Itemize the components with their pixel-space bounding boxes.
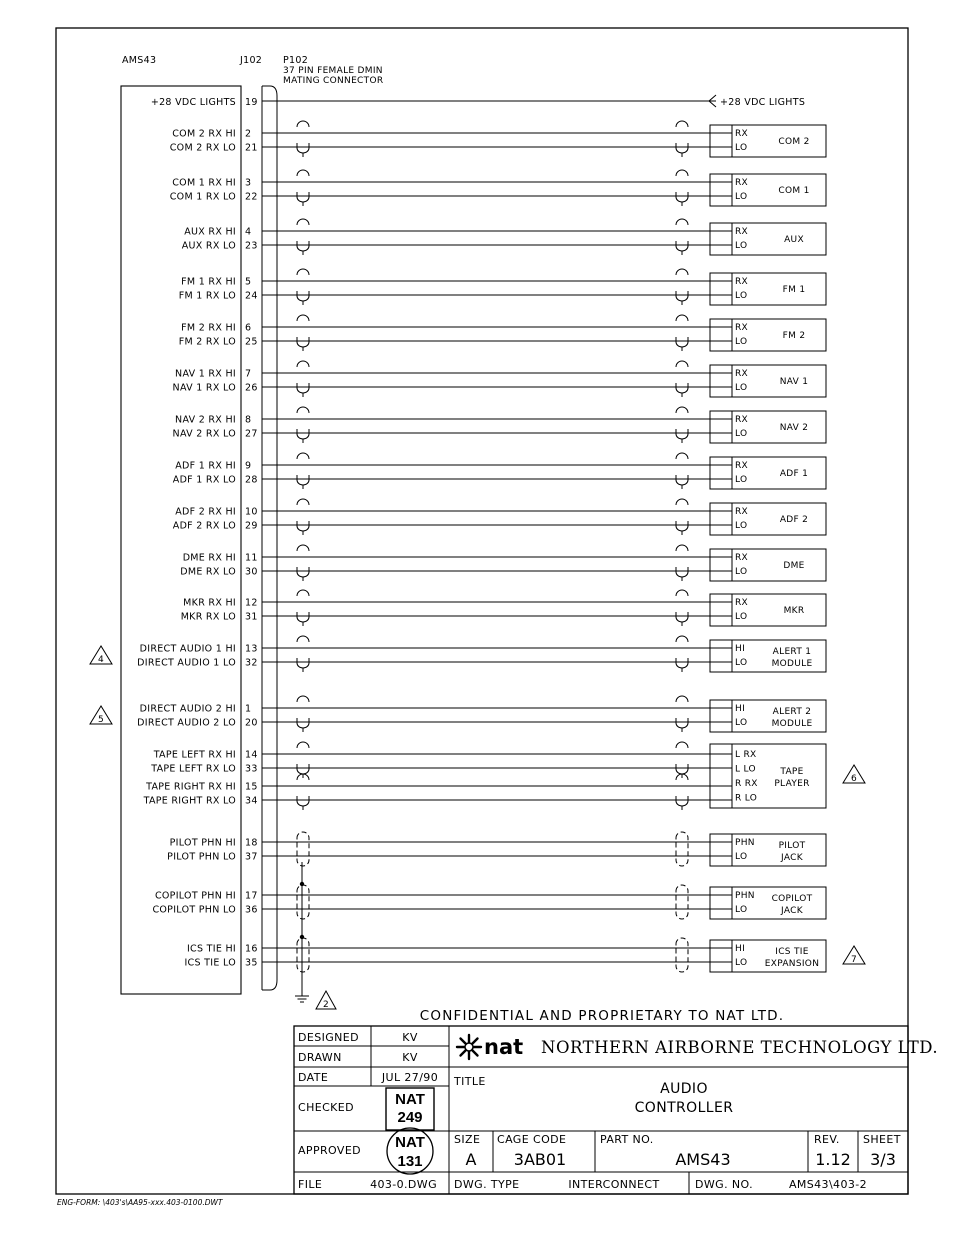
device-box [710,594,826,626]
shield-bottom-arc [676,337,688,347]
plug-name: P102 [283,55,309,66]
shield-top-arc [676,361,688,367]
drawing-title-line-2: CONTROLLER [634,1100,734,1116]
shield-top-arc [676,407,688,413]
signal-hi-label: DIRECT AUDIO 2 HI [139,703,236,715]
tape-signal-label: TAPE LEFT RX HI [153,749,236,761]
signal-pair [173,453,826,489]
shield-bottom-arc [676,718,688,728]
pin-lo-number: 21 [245,142,258,154]
phone-pair [167,832,826,866]
device-box [710,273,826,305]
device-name: NAV 2 [779,423,809,433]
shield-cylinder [297,938,309,972]
shield-top-arc [297,636,309,642]
pin-lo-number: 35 [245,957,258,969]
pin-hi-number: 10 [245,506,258,518]
device-name: ADF 1 [779,469,809,479]
shield-top-arc [676,315,688,321]
signal-hi-label: COM 1 RX HI [172,177,236,189]
shield-top-arc [676,742,688,748]
pin-hi-number: 17 [245,890,258,902]
signal-pair [173,499,826,535]
device-terminal-lo: LO [735,337,748,347]
signal-hi-label: AUX RX HI [184,226,236,238]
designed-label: DESIGNED [298,1031,360,1044]
dwg-no-value: AMS43\403-2 [788,1178,868,1191]
device-terminal-hi: RX [735,553,749,563]
shield-top-arc [297,545,309,551]
note-number: 6 [850,774,858,784]
shield-bottom-arc [676,241,688,251]
shield-bottom-arc [297,567,309,577]
signal-lo-label: ADF 2 RX LO [172,520,236,532]
shield-top-arc [297,453,309,459]
shield-top-arc [297,407,309,413]
device-name: AUX [784,235,804,245]
signal-hi-label: NAV 1 RX HI [175,368,236,380]
device-name: COM 2 [778,137,810,147]
signal-hi-label: NAV 2 RX HI [175,414,236,426]
signal-lo-label: AUX RX LO [181,240,236,252]
shield-cylinder [676,938,688,972]
device-name-line-2: EXPANSION [764,959,820,969]
phone-pair [184,938,865,972]
tape-pin-number: 33 [245,763,258,775]
shield-top-arc [676,269,688,275]
pin-lo-number: 22 [245,191,258,203]
size-label: SIZE [454,1133,481,1146]
device-name: DME [783,561,805,571]
part-no-label: PART NO. [600,1133,654,1146]
shield-top-arc [676,170,688,176]
pin-lo-number: 20 [245,717,258,729]
device-box [710,834,826,866]
eng-form-footer: ENG-FORM: \403's\AA95-xxx.403-0100.DWT [57,1198,223,1207]
signal-lo-label: DME RX LO [180,566,236,578]
pin-lo-number: 25 [245,336,258,348]
cage-code-value: 3AB01 [513,1150,567,1169]
device-terminal-hi: RX [735,415,749,425]
shield-top-arc [676,636,688,642]
shield-top-arc [676,545,688,551]
signal-lo-label: FM 1 RX LO [178,290,236,302]
signal-pair [179,269,826,305]
device-terminal-lo: LO [735,383,748,393]
device-terminal-hi: RX [735,129,749,139]
drawn-label: DRAWN [298,1051,342,1064]
pin-hi-number: 2 [245,128,252,140]
pin-hi-number: 3 [245,177,252,189]
nat-logo-text: nat [484,1035,524,1059]
shield-bottom-arc [676,796,688,806]
signal-lo-label: NAV 2 RX LO [172,428,236,440]
lights-destination: +28 VDC LIGHTS [720,97,806,108]
note-number: 5 [97,715,105,725]
pin-lo-number: 27 [245,428,258,440]
plug-description-1: 37 PIN FEMALE DMIN [283,66,383,76]
device-terminal-hi: RX [735,277,749,287]
date-value: JUL 27/90 [381,1071,439,1084]
phone-hi-label: PILOT PHN HI [169,837,236,849]
shield-bottom-arc [297,192,309,202]
note-2-number: 2 [322,1000,330,1010]
date-label: DATE [298,1071,329,1084]
device-name-line-1: COPILOT [771,894,813,904]
drawing-title-line-1: AUDIO [660,1081,708,1097]
pin-lo-number: 23 [245,240,258,252]
device-box [710,549,826,581]
shield-top-arc [676,121,688,127]
shield-bottom-arc [676,567,688,577]
device-terminal-lo: LO [735,143,748,153]
checked-label: CHECKED [298,1101,355,1114]
device-name-line-1: ALERT 1 [772,647,812,657]
signal-hi-label: MKR RX HI [183,597,236,609]
shield-top-arc [676,590,688,596]
phone-pair [152,885,826,919]
pin-lo-number: 26 [245,382,258,394]
shield-bottom-arc [676,143,688,153]
signal-hi-label: COM 2 RX HI [172,128,236,140]
shield-bottom-arc [676,475,688,485]
note-number: 4 [97,655,105,665]
device-terminal-hi: RX [735,507,749,517]
device-name-line-2: JACK [781,853,803,863]
pin-hi-number: 16 [245,943,258,955]
pin-hi-number: 13 [245,643,258,655]
pin-hi-number: 7 [245,368,252,380]
phone-hi-label: COPILOT PHN HI [154,890,236,902]
device-terminal-hi: RX [735,227,749,237]
device-terminal-lo: LO [735,521,748,531]
shield-bottom-arc [676,612,688,622]
shield-bottom-arc [676,383,688,393]
dwg-no-label: DWG. NO. [695,1178,754,1191]
file-value: 403-0.DWG [370,1178,437,1191]
designed-value: KV [402,1031,418,1044]
ground-symbol [295,968,309,1002]
shield-bottom-arc [297,658,309,668]
pin-lo-number: 37 [245,851,258,863]
device-name: ADF 2 [779,515,809,525]
device-name-line-1: ICS TIE [775,947,809,957]
device-terminal-hi: PHN [735,891,755,901]
shield-top-arc [297,219,309,225]
signal-pair [182,219,826,255]
title-label: TITLE [454,1075,486,1088]
device-terminal-lo: LO [735,475,748,485]
device-terminal-hi: HI [735,944,746,954]
device-terminal-lo: LO [735,658,748,668]
pin-lo-number: 31 [245,611,258,623]
pin-hi-number: 5 [245,276,252,288]
confidential-notice: CONFIDENTIAL AND PROPRIETARY TO NAT LTD. [419,1008,785,1024]
shield-bottom-arc [676,764,688,774]
device-terminal-lo: LO [735,241,748,251]
tape-pin-number: 15 [245,781,258,793]
pin-hi-number: 1 [245,703,252,715]
signal-pair [90,696,826,732]
tape-pin-number: 34 [245,795,258,807]
signal-hi-label: FM 1 RX HI [181,276,236,288]
shield-top-arc [297,590,309,596]
dwg-type-label: DWG. TYPE [454,1178,520,1191]
phone-lo-label: PILOT PHN LO [167,851,236,863]
pin-lo-number: 32 [245,657,258,669]
drawn-value: KV [402,1051,418,1064]
device-terminal-hi: PHN [735,838,755,848]
rev-value: 1.12 [815,1150,851,1169]
pin-lo-number: 24 [245,290,258,302]
signal-hi-label: DIRECT AUDIO 1 HI [139,643,236,655]
mating-connector-outline [262,86,277,990]
device-terminal-hi: RX [735,178,749,188]
phone-lo-label: COPILOT PHN LO [152,904,236,916]
shield-bottom-arc [676,521,688,531]
signal-hi-label: DME RX HI [182,552,236,564]
signal-lo-label: NAV 1 RX LO [172,382,236,394]
shield-top-arc [676,219,688,225]
device-terminal-lo: LO [735,612,748,622]
pin-hi-number: 9 [245,460,252,472]
signal-lo-label: MKR RX LO [180,611,236,623]
shield-top-arc [676,453,688,459]
shield-bottom-arc [297,475,309,485]
plug-description-2: MATING CONNECTOR [283,76,384,86]
pin-hi-number: 6 [245,322,252,334]
shield-top-arc [297,269,309,275]
shield-cylinder [676,885,688,919]
pin-hi-number: 18 [245,837,258,849]
device-name: COM 1 [778,186,810,196]
signal-hi-label: ADF 1 RX HI [175,460,236,472]
device-terminal-lo: LO [735,905,748,915]
shield-bottom-arc [297,143,309,153]
unit-name: AMS43 [122,55,157,66]
device-box [710,223,826,255]
shield-bottom-arc [297,337,309,347]
tape-signal-label: TAPE RIGHT RX HI [146,781,236,793]
sheet-value: 3/3 [870,1150,896,1169]
device-terminal-lo: LO [735,567,748,577]
shield-bottom-arc [676,429,688,439]
phone-lo-label: ICS TIE LO [184,957,236,969]
device-box [710,503,826,535]
shield-cylinder [297,832,309,866]
signal-lo-label: DIRECT AUDIO 1 LO [137,657,236,669]
shield-top-arc [297,361,309,367]
device-name: FM 2 [782,331,806,341]
device-box [710,411,826,443]
device-terminal-label: R RX [735,779,758,789]
shield-cylinder [676,832,688,866]
device-name-line-2: PLAYER [774,779,810,789]
lights-pin: 19 [245,97,258,108]
pin-lo-number: 28 [245,474,258,486]
shield-bottom-arc [297,291,309,301]
tape-player-wiring [143,742,865,810]
device-terminal-label: L RX [735,750,757,760]
device-terminal-hi: HI [735,644,746,654]
shield-top-arc [297,170,309,176]
junction-dot [300,882,304,886]
signal-pair [173,407,826,443]
signal-lo-label: DIRECT AUDIO 2 LO [137,717,236,729]
pin-lo-number: 29 [245,520,258,532]
device-terminal-hi: HI [735,704,746,714]
device-box [710,319,826,351]
device-name-line-2: JACK [781,906,803,916]
shield-top-arc [297,742,309,748]
junction-dot [300,935,304,939]
signal-lo-label: COM 1 RX LO [169,191,236,203]
dwg-type-value: INTERCONNECT [568,1178,660,1191]
device-name: FM 1 [782,285,806,295]
device-terminal-lo: LO [735,192,748,202]
nat-star-center [465,1043,473,1051]
device-terminal-hi: RX [735,323,749,333]
pin-hi-number: 8 [245,414,252,426]
signal-hi-label: ADF 2 RX HI [175,506,236,518]
phone-hi-label: ICS TIE HI [186,943,236,955]
tape-signal-label: TAPE LEFT RX LO [151,763,236,775]
pin-hi-number: 4 [245,226,252,238]
shield-bottom-arc [676,291,688,301]
shield-bottom-arc [676,192,688,202]
signal-pair [170,170,826,206]
checked-stamp-line-2: 249 [397,1109,423,1126]
shield-bottom-arc [297,521,309,531]
device-box [710,457,826,489]
device-terminal-lo: LO [735,718,748,728]
note-number: 7 [850,955,858,965]
signal-pair [90,636,826,672]
pin-lo-number: 30 [245,566,258,578]
device-name-line-1: TAPE [780,767,804,777]
shield-top-arc [297,499,309,505]
signal-pair [173,361,826,397]
signal-lo-label: FM 2 RX LO [178,336,236,348]
device-name: MKR [783,606,805,616]
device-terminal-lo: LO [735,429,748,439]
jack-name: J102 [240,55,263,66]
approved-stamp-line-2: 131 [397,1153,423,1170]
device-terminal-lo: LO [735,291,748,301]
shield-top-arc [297,121,309,127]
device-box [710,365,826,397]
pin-hi-number: 11 [245,552,258,564]
device-name: NAV 1 [779,377,809,387]
shield-bottom-arc [676,658,688,668]
device-name-line-2: MODULE [771,659,813,669]
lights-label: +28 VDC LIGHTS [150,97,236,108]
company-name: NORTHERN AIRBORNE TECHNOLOGY LTD. [541,1038,939,1057]
shield-top-arc [676,696,688,702]
signal-pair [179,315,826,351]
checked-stamp-line-1: NAT [395,1091,425,1108]
part-no-value: AMS43 [675,1150,731,1169]
phone-wiring [152,832,865,972]
shield-bottom-arc [297,612,309,622]
approved-label: APPROVED [298,1144,362,1157]
approved-stamp-line-1: NAT [395,1134,425,1151]
device-terminal-lo: LO [735,958,748,968]
device-name-line-1: ALERT 2 [772,707,812,717]
signal-lo-label: COM 2 RX LO [169,142,236,154]
device-terminal-label: L LO [735,764,756,775]
cage-code-label: CAGE CODE [497,1133,567,1146]
signal-lo-label: ADF 1 RX LO [172,474,236,486]
shield-top-arc [676,499,688,505]
shield-top-arc [297,315,309,321]
size-value: A [465,1150,477,1169]
pin-lo-number: 36 [245,904,258,916]
device-name-line-1: PILOT [778,841,806,851]
tape-pin-number: 14 [245,749,258,761]
shield-bottom-arc [297,429,309,439]
signal-pair [170,121,826,157]
file-label: FILE [298,1178,323,1191]
device-terminal-hi: RX [735,598,749,608]
device-terminal-hi: RX [735,461,749,471]
shield-top-arc [297,696,309,702]
shield-bottom-arc [297,718,309,728]
tape-signal-label: TAPE RIGHT RX LO [143,795,236,807]
rev-label: REV. [814,1133,840,1146]
shield-bottom-arc [297,796,309,806]
sheet-label: SHEET [863,1133,901,1146]
receiver-pairs [90,121,826,732]
shield-bottom-arc [297,764,309,774]
device-name-line-2: MODULE [771,719,813,729]
signal-hi-label: FM 2 RX HI [181,322,236,334]
device-terminal-lo: LO [735,852,748,862]
device-terminal-label: R LO [735,793,758,804]
shield-cylinder [297,885,309,919]
pin-hi-number: 12 [245,597,258,609]
shield-bottom-arc [297,383,309,393]
device-terminal-hi: RX [735,369,749,379]
shield-bottom-arc [297,241,309,251]
